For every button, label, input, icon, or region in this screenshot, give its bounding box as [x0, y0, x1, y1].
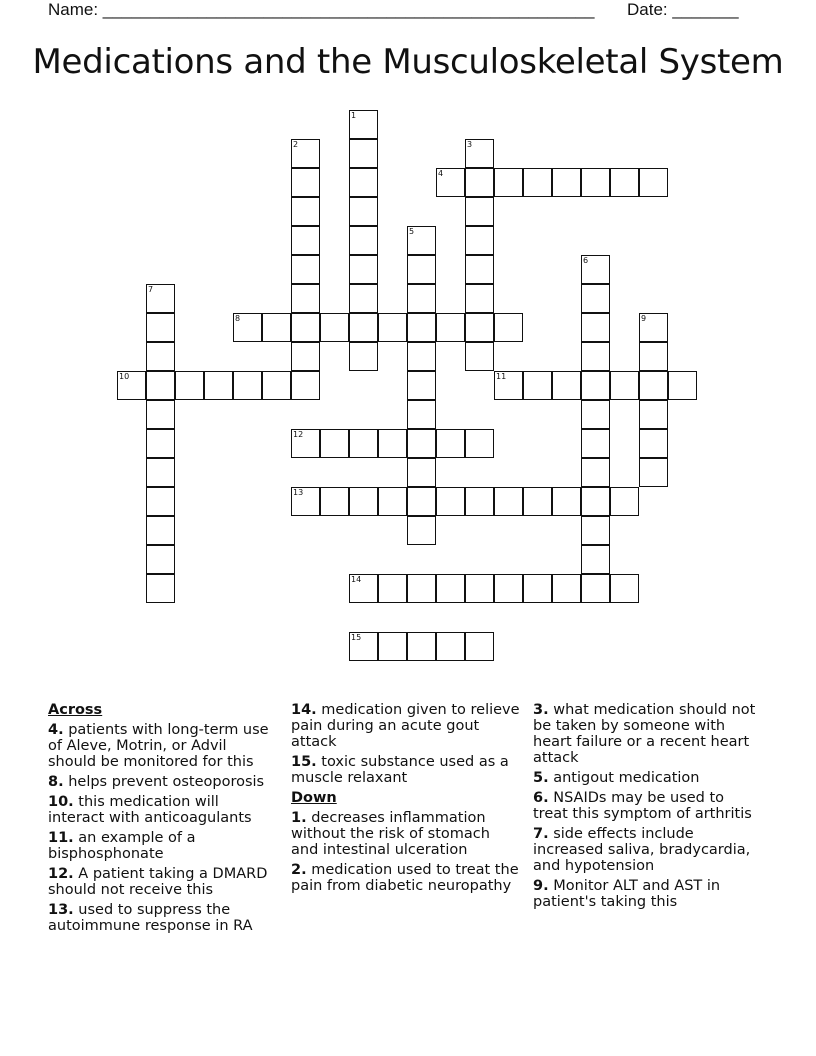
grid-cell[interactable]: [349, 487, 378, 516]
grid-cell[interactable]: [349, 429, 378, 458]
grid-cell[interactable]: [407, 458, 436, 487]
clue-down-6: 6. NSAIDs may be used to treat this symptom of arthritis: [533, 790, 752, 822]
clues-column-3: [533, 702, 763, 914]
grid-cell[interactable]: [407, 429, 436, 458]
grid-cell[interactable]: [552, 168, 581, 197]
grid-cell[interactable]: [552, 371, 581, 400]
grid-cell[interactable]: [523, 371, 552, 400]
clue-across-8: 8. helps prevent osteoporosis: [48, 774, 265, 790]
grid-cell[interactable]: [407, 284, 436, 313]
clue-across-4: 4. patients with long-term use of Aleve, Motrin, or Advil should be monitored for this: [48, 722, 269, 770]
grid-cell[interactable]: [465, 255, 494, 284]
grid-cell[interactable]: [378, 574, 407, 603]
grid-cell[interactable]: [291, 139, 320, 168]
grid-cell[interactable]: [291, 371, 320, 400]
grid-cell[interactable]: [465, 342, 494, 371]
grid-cell[interactable]: [378, 429, 407, 458]
grid-cell[interactable]: [668, 371, 697, 400]
grid-cell[interactable]: [610, 574, 639, 603]
grid-cell[interactable]: [146, 342, 175, 371]
grid-cell[interactable]: [291, 255, 320, 284]
clues-column-2: [291, 702, 521, 898]
grid-cell[interactable]: [262, 371, 291, 400]
grid-cell[interactable]: [552, 487, 581, 516]
grid-cell[interactable]: [291, 168, 320, 197]
grid-cell[interactable]: [349, 313, 378, 342]
grid-cell[interactable]: [117, 371, 146, 400]
grid-cell[interactable]: [494, 371, 523, 400]
clue-down-1: 1. decreases inflammation without the risk of stomach and intestinal ulceration: [291, 810, 490, 858]
grid-cell[interactable]: [320, 487, 349, 516]
grid-cell[interactable]: [639, 313, 668, 342]
grid-cell[interactable]: [552, 574, 581, 603]
grid-cell[interactable]: [610, 168, 639, 197]
clue-number: 2: [293, 140, 299, 149]
grid-cell[interactable]: [639, 429, 668, 458]
grid-cell[interactable]: [146, 400, 175, 429]
grid-cell[interactable]: [262, 313, 291, 342]
grid-cell[interactable]: [146, 284, 175, 313]
clue-across-15: 15. toxic substance used as a muscle relaxant: [291, 754, 509, 786]
grid-cell[interactable]: [581, 371, 610, 400]
grid-cell[interactable]: [146, 574, 175, 603]
grid-cell[interactable]: [436, 429, 465, 458]
grid-cell[interactable]: [407, 342, 436, 371]
grid-cell[interactable]: [291, 313, 320, 342]
grid-cell[interactable]: [581, 400, 610, 429]
clue-down-3: 3. what medication should not be taken by someone with heart failure or a recent heart attack: [533, 702, 756, 766]
grid-cell[interactable]: [581, 255, 610, 284]
grid-cell[interactable]: [465, 168, 494, 197]
grid-cell[interactable]: [639, 168, 668, 197]
grid-cell[interactable]: [407, 487, 436, 516]
grid-cell[interactable]: [291, 197, 320, 226]
grid-cell[interactable]: [146, 458, 175, 487]
clue-across-12: 12. A patient taking a DMARD should not receive this: [48, 866, 268, 898]
grid-cell[interactable]: [291, 429, 320, 458]
grid-cell[interactable]: [436, 632, 465, 661]
clue-number: 7: [148, 285, 154, 294]
grid-cell[interactable]: [291, 487, 320, 516]
grid-cell[interactable]: [581, 168, 610, 197]
clue-number: 9: [641, 314, 647, 323]
grid-cell[interactable]: [465, 139, 494, 168]
grid-cell[interactable]: [349, 110, 378, 139]
grid-cell[interactable]: [407, 226, 436, 255]
clues-column-1: [48, 702, 278, 938]
date-field-line: Date: _______: [627, 0, 739, 19]
grid-cell[interactable]: [581, 284, 610, 313]
grid-cell[interactable]: [146, 313, 175, 342]
grid-cell[interactable]: [465, 487, 494, 516]
clue-number: 5: [409, 227, 415, 236]
grid-cell[interactable]: [291, 342, 320, 371]
grid-cell[interactable]: [407, 632, 436, 661]
clue-down-2: 2. medication used to treat the pain from diabetic neuropathy: [291, 862, 519, 894]
grid-cell[interactable]: [523, 168, 552, 197]
clue-across-10: 10. this medication will interact with anticoagulants: [48, 794, 252, 826]
clue-down-9: 9. Monitor ALT and AST in patient's taking this: [533, 878, 721, 910]
grid-cell[interactable]: [146, 371, 175, 400]
clue-number: 12: [293, 430, 304, 439]
page-title: Medications and the Musculoskeletal System: [32, 42, 784, 82]
grid-cell[interactable]: [494, 487, 523, 516]
grid-cell[interactable]: [581, 516, 610, 545]
clue-down-7: 7. side effects include increased saliva, bradycardia, and hypotension: [533, 826, 751, 874]
clue-number: 6: [583, 256, 589, 265]
grid-cell[interactable]: [320, 313, 349, 342]
grid-cell[interactable]: [581, 342, 610, 371]
grid-cell[interactable]: [465, 632, 494, 661]
grid-cell[interactable]: [465, 284, 494, 313]
grid-cell[interactable]: [349, 226, 378, 255]
grid-cell[interactable]: [378, 487, 407, 516]
clue-across-13: 13. used to suppress the autoimmune response in RA: [48, 902, 253, 934]
clue-across-14: 14. medication given to relieve pain during an acute gout attack: [291, 702, 520, 750]
grid-cell[interactable]: [581, 545, 610, 574]
grid-cell[interactable]: [407, 574, 436, 603]
grid-cell[interactable]: [407, 400, 436, 429]
grid-cell[interactable]: [523, 574, 552, 603]
name-field-line: Name: ____________________________________________________: [48, 0, 595, 19]
grid-cell[interactable]: [639, 342, 668, 371]
grid-cell[interactable]: [378, 313, 407, 342]
grid-cell[interactable]: [494, 168, 523, 197]
grid-cell[interactable]: [291, 284, 320, 313]
grid-cell[interactable]: [349, 168, 378, 197]
grid-cell[interactable]: [349, 574, 378, 603]
grid-cell[interactable]: [349, 632, 378, 661]
grid-cell[interactable]: [349, 139, 378, 168]
grid-cell[interactable]: [349, 255, 378, 284]
grid-cell[interactable]: [581, 429, 610, 458]
grid-cell[interactable]: [639, 458, 668, 487]
grid-cell[interactable]: [407, 371, 436, 400]
clue-across-11: 11. an example of a bisphosphonate: [48, 830, 196, 862]
clue-number: 13: [293, 488, 304, 497]
grid-cell[interactable]: [407, 516, 436, 545]
grid-cell[interactable]: [349, 284, 378, 313]
grid-cell[interactable]: [581, 574, 610, 603]
down-heading: Down: [291, 790, 337, 806]
clue-number: 8: [235, 314, 241, 323]
grid-cell[interactable]: [465, 226, 494, 255]
grid-cell[interactable]: [175, 371, 204, 400]
grid-cell[interactable]: [581, 487, 610, 516]
grid-cell[interactable]: [639, 400, 668, 429]
clue-number: 10: [119, 372, 130, 381]
clue-number: 3: [467, 140, 473, 149]
grid-cell[interactable]: [233, 371, 262, 400]
grid-cell[interactable]: [146, 487, 175, 516]
grid-cell[interactable]: [349, 342, 378, 371]
grid-cell[interactable]: [378, 632, 407, 661]
grid-cell[interactable]: [610, 371, 639, 400]
clue-down-5: 5. antigout medication: [533, 770, 700, 786]
grid-cell[interactable]: [639, 371, 668, 400]
grid-cell[interactable]: [436, 487, 465, 516]
grid-cell[interactable]: [465, 313, 494, 342]
grid-cell[interactable]: [436, 168, 465, 197]
grid-cell[interactable]: [233, 313, 262, 342]
grid-cell[interactable]: [146, 516, 175, 545]
grid-cell[interactable]: [146, 429, 175, 458]
grid-cell[interactable]: [465, 197, 494, 226]
grid-cell[interactable]: [146, 545, 175, 574]
grid-cell[interactable]: [204, 371, 233, 400]
grid-cell[interactable]: [320, 429, 349, 458]
clue-number: 14: [351, 575, 362, 584]
grid-cell[interactable]: [581, 458, 610, 487]
grid-cell[interactable]: [349, 197, 378, 226]
grid-cell[interactable]: [523, 487, 552, 516]
grid-cell[interactable]: [407, 313, 436, 342]
grid-cell[interactable]: [581, 313, 610, 342]
clue-number: 1: [351, 111, 357, 120]
grid-cell[interactable]: [436, 574, 465, 603]
grid-cell[interactable]: [407, 255, 436, 284]
clue-number: 15: [351, 633, 362, 642]
grid-cell[interactable]: [494, 313, 523, 342]
clue-number: 11: [496, 372, 507, 381]
across-heading: Across: [48, 702, 103, 718]
grid-cell[interactable]: [436, 313, 465, 342]
grid-cell[interactable]: [465, 574, 494, 603]
grid-cell[interactable]: [465, 429, 494, 458]
clue-number: 4: [438, 169, 444, 178]
grid-cell[interactable]: [494, 574, 523, 603]
grid-cell[interactable]: [291, 226, 320, 255]
grid-cell[interactable]: [610, 487, 639, 516]
